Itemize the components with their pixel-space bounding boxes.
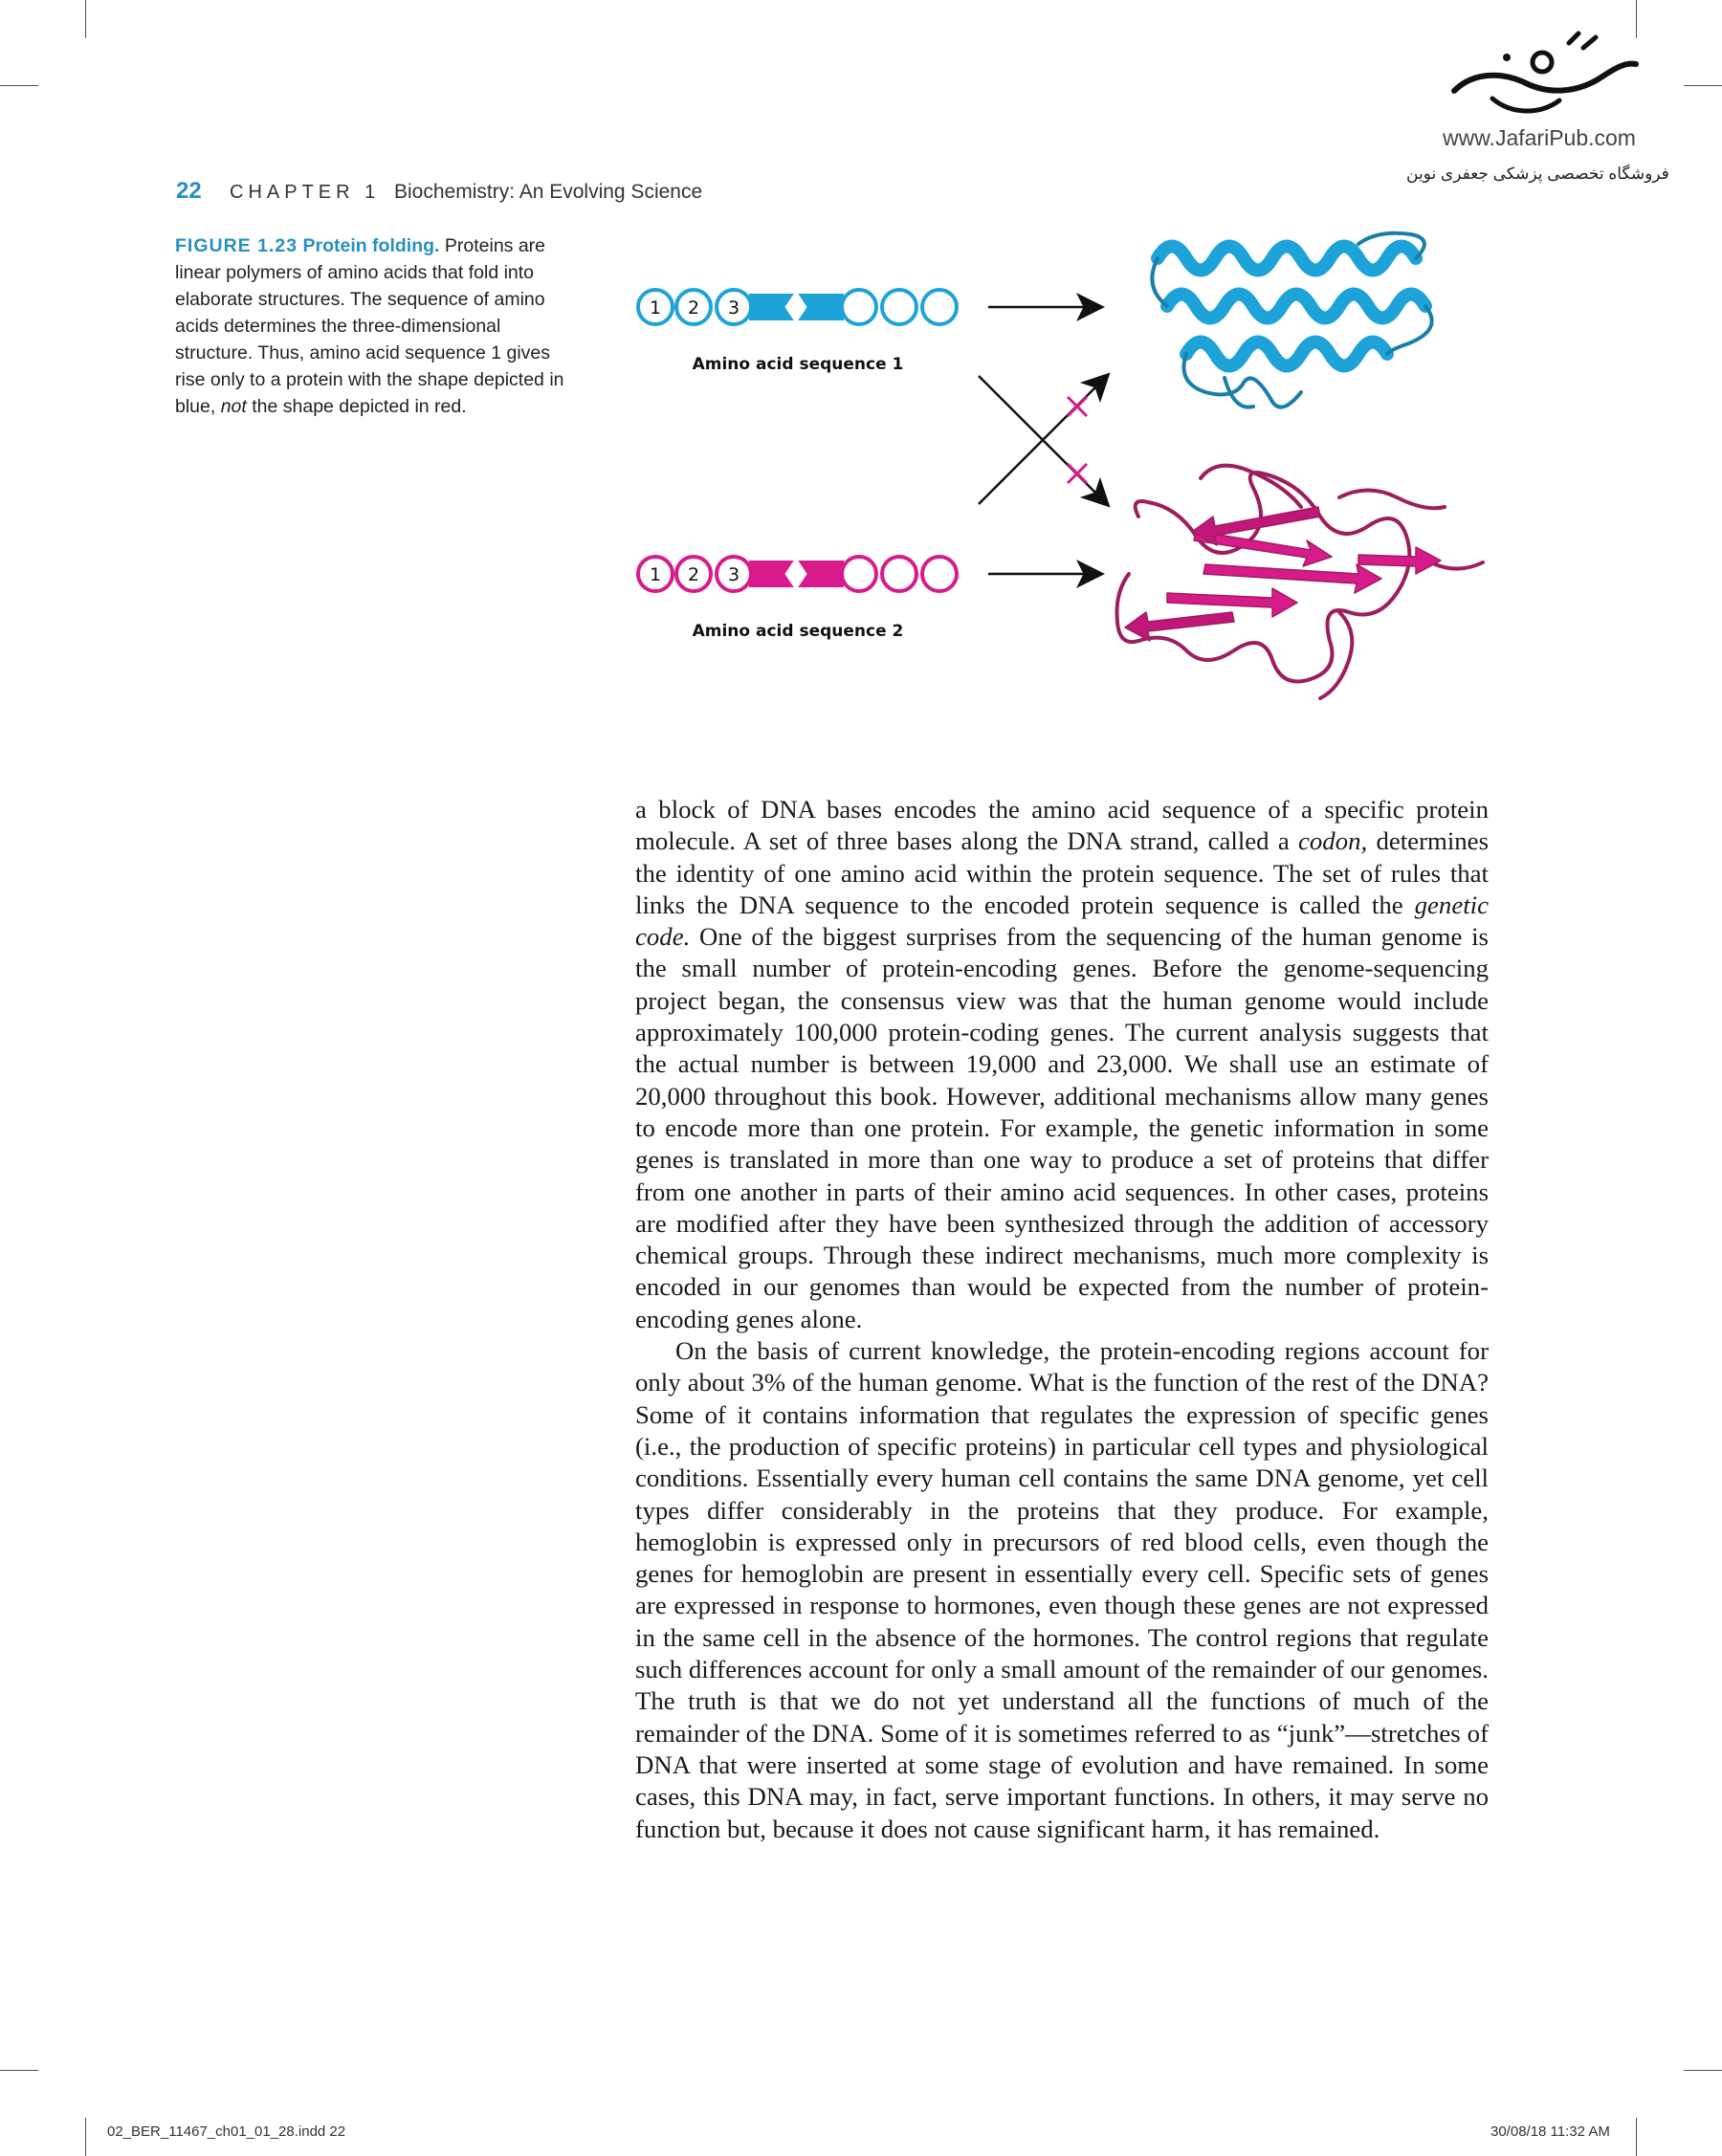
crop-mark-bottom-left [85,2118,86,2156]
figure-caption [175,232,579,420]
blue-protein-structure [1152,233,1431,407]
paragraph-1 [635,794,1489,1335]
crop-mark-bottom-left-h [0,2070,38,2071]
bead-2-number-2: 2 [687,564,700,585]
crop-mark-bottom-right [1636,2118,1637,2156]
footer-timestamp: 30/08/18 11:32 AM [1490,2123,1610,2140]
bead-1-number: 1 [649,297,662,319]
p1-text-b: determines the identity of one amino acid within the protein sequence. The set of rules that links the DNA sequence to the encoded protein sequence is called the [635,826,1490,919]
forbidden-marks [1068,397,1087,483]
amino-acid-chain-1 [638,290,957,324]
sequence-2-label: Amino acid sequence 2 [692,622,904,641]
body-text [635,794,1489,1845]
sequence-1-label: Amino acid sequence 1 [692,355,904,374]
crop-mark-top-left-h [0,85,38,86]
page-number: 22 [176,178,202,204]
logo-subtitle: فروشگاه تخصصی پزشکی جعفری نوین [1406,165,1669,183]
amino-acid-chain-2 [638,557,957,591]
chapter-label: CHAPTER 1 [230,182,381,203]
bead-3-number-2: 3 [727,564,740,585]
caption-not: not [220,396,247,417]
bead-2-number: 2 [687,297,700,319]
figure-label: FIGURE 1.23 [175,235,298,256]
p1-text-c: One of the biggest surprises from the sequencing of the human genome is the small number of protein-encoding genes. Before the genome-sequencing project began, the consensus view was that the human genome would include approximately 100,000 protein-coding genes. The current analysis suggests that the actual number is between 19,000 and 23,000. We shall use an estimate of 20,000 throughout this book. However, additional mechanisms allow many genes to encode more than one protein. For example, the genetic information in some genes is translated in more than one way to produce a set of proteins that differ from one another in parts of their amino acid sequences. In other cases, proteins are modified after they have been synthesized through the addition of accessory chemical groups. Through these indirect mechanisms, much more complexity is encoded in our genomes than would be expected from the number of protein-encoding genes alone. [635,922,1489,1333]
crop-mark-bottom-right-h [1684,2070,1722,2071]
protein-folding-figure [612,220,1502,717]
paragraph-2: On the basis of current knowledge, the protein-encoding regions account for only about 3% of the human genome. What is the function of the rest of the DNA? Some of it contains information that regulates the expression of specific genes (i.e., the production of specific proteins) in particular cell types and physiological conditions. Essentially every human cell contains the same DNA genome, yet cell types differ considerably in the proteins that they produce. For example, hemoglobin is expressed only in precursors of red blood cells, even though the genes for hemoglobin are present in essentially every cell. Specific sets of genes are expressed in response to hormones, even though these genes are not expressed in the same cell in the absence of the hormones. The control regions that regulate such differences account for only a small amount of the remainder of our genomes. The truth is that we do not yet understand all the functions of much of the remainder of the DNA. Some of it is sometimes referred to as “junk”—stretches of DNA that were inserted at some stage of evolution and have remained. In some cases, this DNA may, in fact, serve important functions. In others, it may serve no function but, because it does not cause significant harm, it has remained. [635,1336,1489,1843]
publisher-logo [1435,24,1645,124]
red-protein-structure [1117,466,1484,698]
book-title: Biochemistry: An Evolving Science [394,181,703,203]
caption-text: Proteins are linear polymers of amino acids that fold into elaborate structures. The sequence of amino acids determines the three-dimensional structure. Thus, amino acid sequence 1 gives rise only to a protein with the shape depicted in blue, [175,235,564,417]
p1-text-a: a block of DNA bases encodes the amino acid sequence of a specific protein molecule. A set of three bases along the DNA strand, called a [635,795,1489,856]
figure-title: Protein folding. [302,235,440,256]
crop-mark-top-left [85,0,86,38]
term-codon: codon, [1298,826,1368,856]
bead-1-number-2: 1 [649,564,662,585]
footer-file: 02_BER_11467_ch01_01_28.indd 22 [107,2123,346,2140]
logo-url: www.JafariPub.com [1443,125,1636,150]
bead-3-number: 3 [727,297,740,319]
term-genetic-code: genetic code. [635,890,1489,952]
crop-mark-top-right-h [1684,85,1722,86]
caption-text-end: the shape depicted in red. [246,396,467,417]
